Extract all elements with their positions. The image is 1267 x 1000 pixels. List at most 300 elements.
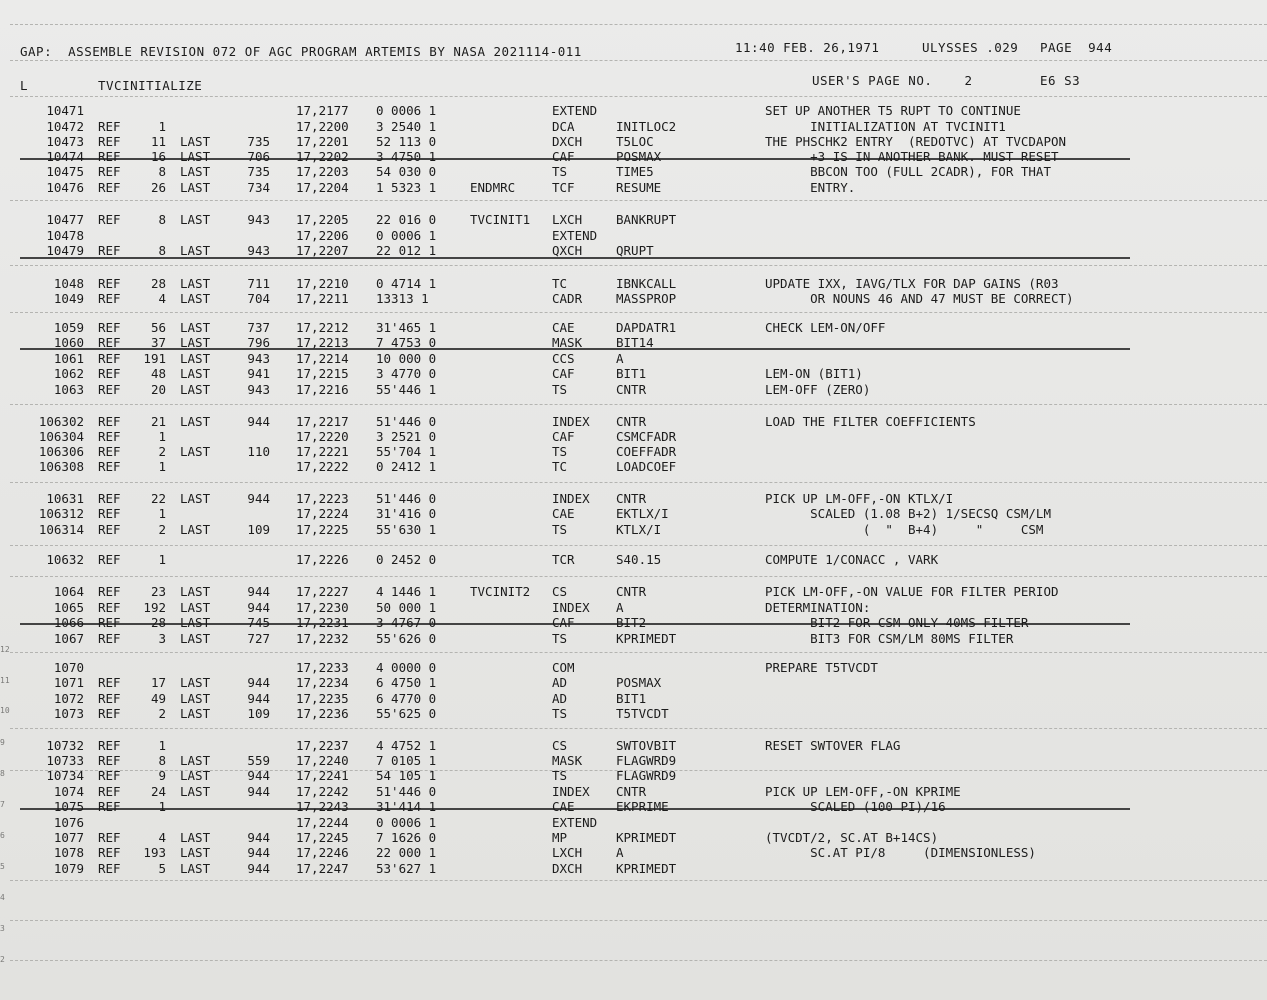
last-page: 944 bbox=[247, 600, 270, 615]
operand: CNTR bbox=[616, 382, 647, 397]
listing-row bbox=[0, 830, 1267, 845]
ref-keyword: REF bbox=[98, 506, 121, 521]
last-page: 944 bbox=[247, 675, 270, 690]
operand: DAPDATR1 bbox=[616, 320, 677, 335]
listing-row bbox=[0, 382, 1267, 397]
ref-keyword: REF bbox=[98, 584, 121, 599]
operand: BIT2 bbox=[616, 615, 647, 630]
octal-code: 3 2540 1 bbox=[376, 119, 437, 134]
last-keyword: LAST bbox=[180, 351, 211, 366]
listing-row bbox=[0, 212, 1267, 227]
line-number: 10475 bbox=[46, 164, 84, 179]
ref-keyword: REF bbox=[98, 149, 121, 164]
listing-row bbox=[0, 119, 1267, 134]
listing-row bbox=[0, 134, 1267, 149]
octal-code: 3 4767 0 bbox=[376, 615, 437, 630]
last-keyword: LAST bbox=[180, 830, 211, 845]
line-number: 1048 bbox=[53, 276, 84, 291]
listing-row bbox=[0, 164, 1267, 179]
address: 17,2224 bbox=[296, 506, 349, 521]
line-number: 1060 bbox=[53, 335, 84, 350]
line-number: 1065 bbox=[53, 600, 84, 615]
margin-number: 11 bbox=[0, 676, 10, 685]
line-number: 1071 bbox=[53, 675, 84, 690]
address: 17,2234 bbox=[296, 675, 349, 690]
comment: CHECK LEM-ON/OFF bbox=[765, 320, 886, 335]
listing-row bbox=[0, 784, 1267, 799]
margin-number: 3 bbox=[0, 924, 5, 933]
ref-keyword: REF bbox=[98, 291, 121, 306]
line-number: 106302 bbox=[38, 414, 84, 429]
line-number: 106308 bbox=[38, 459, 84, 474]
listing-row bbox=[0, 738, 1267, 753]
address: 17,2201 bbox=[296, 134, 349, 149]
address: 17,2207 bbox=[296, 243, 349, 258]
users-page-number: USER'S PAGE NO. 2 bbox=[812, 73, 973, 88]
ref-keyword: REF bbox=[98, 243, 121, 258]
listing-row bbox=[0, 180, 1267, 195]
listing-row bbox=[0, 691, 1267, 706]
address: 17,2222 bbox=[296, 459, 349, 474]
last-keyword: LAST bbox=[180, 675, 211, 690]
operand: KPRIMEDT bbox=[616, 861, 677, 876]
address: 17,2177 bbox=[296, 103, 349, 118]
line-number: 10733 bbox=[46, 753, 84, 768]
listing-row bbox=[0, 600, 1267, 615]
guide-rule bbox=[10, 96, 1267, 98]
opcode: CS bbox=[552, 738, 568, 753]
listing-row bbox=[0, 615, 1267, 630]
address: 17,2226 bbox=[296, 552, 349, 567]
listing-row bbox=[0, 552, 1267, 567]
comment: ( " B+4) " CSM bbox=[765, 522, 1044, 537]
bank-code: E6 S3 bbox=[1040, 73, 1081, 88]
last-page: 944 bbox=[247, 861, 270, 876]
octal-code: 54 030 0 bbox=[376, 164, 437, 179]
last-page: 110 bbox=[247, 444, 270, 459]
last-keyword: LAST bbox=[180, 615, 211, 630]
guide-rule bbox=[10, 652, 1267, 654]
ref-keyword: REF bbox=[98, 631, 121, 646]
ref-keyword: REF bbox=[98, 459, 121, 474]
operand: T5LOC bbox=[616, 134, 654, 149]
last-keyword: LAST bbox=[180, 631, 211, 646]
opcode: CAF bbox=[552, 615, 575, 630]
listing-row bbox=[0, 799, 1267, 814]
last-keyword: LAST bbox=[180, 149, 211, 164]
operand: CNTR bbox=[616, 584, 647, 599]
listing-row bbox=[0, 444, 1267, 459]
last-keyword: LAST bbox=[180, 584, 211, 599]
ref-count: 8 bbox=[158, 164, 166, 179]
ref-count: 21 bbox=[150, 414, 166, 429]
octal-code: 7 0105 1 bbox=[376, 753, 437, 768]
ref-keyword: REF bbox=[98, 552, 121, 567]
opcode: INDEX bbox=[552, 491, 590, 506]
operand: A bbox=[616, 845, 624, 860]
line-number: 10472 bbox=[46, 119, 84, 134]
comment: ENTRY. bbox=[765, 180, 856, 195]
opcode: MASK bbox=[552, 753, 583, 768]
last-page: 745 bbox=[247, 615, 270, 630]
last-keyword: LAST bbox=[180, 382, 211, 397]
guide-rule bbox=[10, 200, 1267, 202]
ref-keyword: REF bbox=[98, 335, 121, 350]
address: 17,2220 bbox=[296, 429, 349, 444]
address: 17,2242 bbox=[296, 784, 349, 799]
ref-keyword: REF bbox=[98, 845, 121, 860]
line-number: 10632 bbox=[46, 552, 84, 567]
address: 17,2227 bbox=[296, 584, 349, 599]
ref-keyword: REF bbox=[98, 491, 121, 506]
last-page: 944 bbox=[247, 691, 270, 706]
octal-code: 53'627 1 bbox=[376, 861, 437, 876]
ref-keyword: REF bbox=[98, 861, 121, 876]
comment: LEM-OFF (ZERO) bbox=[765, 382, 871, 397]
line-number: 10476 bbox=[46, 180, 84, 195]
line-number: 1077 bbox=[53, 830, 84, 845]
operand: INITLOC2 bbox=[616, 119, 677, 134]
octal-code: 0 0006 1 bbox=[376, 228, 437, 243]
comment: UPDATE IXX, IAVG/TLX FOR DAP GAINS (R03 bbox=[765, 276, 1059, 291]
operand: POSMAX bbox=[616, 149, 662, 164]
ref-keyword: REF bbox=[98, 212, 121, 227]
line-number: 1049 bbox=[53, 291, 84, 306]
last-page: 704 bbox=[247, 291, 270, 306]
ref-count: 56 bbox=[150, 320, 166, 335]
ref-keyword: REF bbox=[98, 414, 121, 429]
ref-count: 5 bbox=[158, 861, 166, 876]
guide-rule bbox=[10, 728, 1267, 730]
last-keyword: LAST bbox=[180, 320, 211, 335]
listing-row bbox=[0, 351, 1267, 366]
opcode: DCA bbox=[552, 119, 575, 134]
operand: CSMCFADR bbox=[616, 429, 677, 444]
last-page: 944 bbox=[247, 830, 270, 845]
line-number: 10471 bbox=[46, 103, 84, 118]
comment: THE PHSCHK2 ENTRY (REDOTVC) AT TVCDAPON bbox=[765, 134, 1067, 149]
ref-count: 48 bbox=[150, 366, 166, 381]
octal-code: 51'446 0 bbox=[376, 491, 437, 506]
listing-row bbox=[0, 320, 1267, 335]
ref-keyword: REF bbox=[98, 600, 121, 615]
listing-row bbox=[0, 706, 1267, 721]
last-keyword: LAST bbox=[180, 212, 211, 227]
listing-row bbox=[0, 861, 1267, 876]
octal-code: 51'446 0 bbox=[376, 414, 437, 429]
address: 17,2235 bbox=[296, 691, 349, 706]
opcode: CAF bbox=[552, 429, 575, 444]
opcode: CADR bbox=[552, 291, 583, 306]
address: 17,2246 bbox=[296, 845, 349, 860]
operand: EKPRIME bbox=[616, 799, 669, 814]
octal-code: 7 1626 0 bbox=[376, 830, 437, 845]
opcode: LXCH bbox=[552, 845, 583, 860]
operand: LOADCOEF bbox=[616, 459, 677, 474]
address: 17,2245 bbox=[296, 830, 349, 845]
ref-count: 20 bbox=[150, 382, 166, 397]
operand: CNTR bbox=[616, 491, 647, 506]
address: 17,2240 bbox=[296, 753, 349, 768]
last-keyword: LAST bbox=[180, 600, 211, 615]
line-number: 10473 bbox=[46, 134, 84, 149]
routine-name: TVCINITIALIZE bbox=[98, 78, 203, 93]
address: 17,2211 bbox=[296, 291, 349, 306]
listing-row bbox=[0, 768, 1267, 783]
operand: MASSPROP bbox=[616, 291, 677, 306]
opcode: CCS bbox=[552, 351, 575, 366]
ref-count: 1 bbox=[158, 506, 166, 521]
opcode: TS bbox=[552, 444, 568, 459]
ref-keyword: REF bbox=[98, 753, 121, 768]
line-number: 106312 bbox=[38, 506, 84, 521]
octal-code: 55'630 1 bbox=[376, 522, 437, 537]
margin-number: 5 bbox=[0, 862, 5, 871]
address: 17,2237 bbox=[296, 738, 349, 753]
comment: (TVCDT/2, SC.AT B+14CS) bbox=[765, 830, 939, 845]
comment: RESET SWTOVER FLAG bbox=[765, 738, 901, 753]
address: 17,2215 bbox=[296, 366, 349, 381]
last-page: 727 bbox=[247, 631, 270, 646]
guide-rule bbox=[10, 60, 1267, 62]
line-number: 1076 bbox=[53, 815, 84, 830]
ref-count: 2 bbox=[158, 522, 166, 537]
octal-code: 3 4750 1 bbox=[376, 149, 437, 164]
line-number: 1059 bbox=[53, 320, 84, 335]
comment: BIT3 FOR CSM/LM 80MS FILTER bbox=[765, 631, 1014, 646]
opcode: TC bbox=[552, 459, 568, 474]
listing-row bbox=[0, 414, 1267, 429]
opcode: INDEX bbox=[552, 414, 590, 429]
ref-count: 1 bbox=[158, 552, 166, 567]
opcode: CAE bbox=[552, 799, 575, 814]
guide-rule bbox=[10, 482, 1267, 484]
address: 17,2221 bbox=[296, 444, 349, 459]
ref-keyword: REF bbox=[98, 382, 121, 397]
ref-count: 22 bbox=[150, 491, 166, 506]
octal-code: 6 4770 0 bbox=[376, 691, 437, 706]
address: 17,2231 bbox=[296, 615, 349, 630]
listing-row bbox=[0, 366, 1267, 381]
operand: KPRIMEDT bbox=[616, 631, 677, 646]
operand: RESUME bbox=[616, 180, 662, 195]
last-page: 711 bbox=[247, 276, 270, 291]
last-page: 944 bbox=[247, 584, 270, 599]
operand: S40.15 bbox=[616, 552, 662, 567]
ref-keyword: REF bbox=[98, 691, 121, 706]
ref-keyword: REF bbox=[98, 830, 121, 845]
page-number: PAGE 944 bbox=[1040, 40, 1113, 55]
last-keyword: LAST bbox=[180, 180, 211, 195]
operand: T5TVCDT bbox=[616, 706, 669, 721]
operand: BIT1 bbox=[616, 366, 647, 381]
listing-row bbox=[0, 103, 1267, 118]
octal-code: 52 113 0 bbox=[376, 134, 437, 149]
opcode: CAF bbox=[552, 366, 575, 381]
octal-code: 4 1446 1 bbox=[376, 584, 437, 599]
comment: INITIALIZATION AT TVCINIT1 bbox=[765, 119, 1006, 134]
ref-count: 2 bbox=[158, 706, 166, 721]
address: 17,2232 bbox=[296, 631, 349, 646]
last-keyword: LAST bbox=[180, 522, 211, 537]
operand: A bbox=[616, 600, 624, 615]
octal-code: 4 4752 1 bbox=[376, 738, 437, 753]
last-keyword: LAST bbox=[180, 768, 211, 783]
line-number: 106306 bbox=[38, 444, 84, 459]
margin-number: 9 bbox=[0, 738, 5, 747]
ref-count: 193 bbox=[143, 845, 166, 860]
opcode: TS bbox=[552, 522, 568, 537]
listing-row bbox=[0, 276, 1267, 291]
last-page: 735 bbox=[247, 134, 270, 149]
octal-code: 50 000 1 bbox=[376, 600, 437, 615]
guide-rule bbox=[10, 265, 1267, 267]
comment: OR NOUNS 46 AND 47 MUST BE CORRECT) bbox=[765, 291, 1074, 306]
guide-rule bbox=[10, 920, 1267, 922]
listing-row bbox=[0, 675, 1267, 690]
line-number: 1067 bbox=[53, 631, 84, 646]
line-number: 1078 bbox=[53, 845, 84, 860]
ref-keyword: REF bbox=[98, 164, 121, 179]
line-number: 106314 bbox=[38, 522, 84, 537]
octal-code: 31'465 1 bbox=[376, 320, 437, 335]
ref-keyword: REF bbox=[98, 134, 121, 149]
last-keyword: LAST bbox=[180, 335, 211, 350]
octal-code: 22 016 0 bbox=[376, 212, 437, 227]
line-number: 10478 bbox=[46, 228, 84, 243]
address: 17,2203 bbox=[296, 164, 349, 179]
octal-code: 22 012 1 bbox=[376, 243, 437, 258]
last-page: 706 bbox=[247, 149, 270, 164]
operand: QRUPT bbox=[616, 243, 654, 258]
last-keyword: LAST bbox=[180, 845, 211, 860]
octal-code: 55'626 0 bbox=[376, 631, 437, 646]
ref-count: 8 bbox=[158, 212, 166, 227]
line-number: 1079 bbox=[53, 861, 84, 876]
octal-code: 6 4750 1 bbox=[376, 675, 437, 690]
comment: SC.AT PI/8 (DIMENSIONLESS) bbox=[765, 845, 1036, 860]
opcode: CAE bbox=[552, 320, 575, 335]
ref-keyword: REF bbox=[98, 276, 121, 291]
line-number: 1070 bbox=[53, 660, 84, 675]
last-page: 941 bbox=[247, 366, 270, 381]
octal-code: 0 2412 1 bbox=[376, 459, 437, 474]
last-keyword: LAST bbox=[180, 164, 211, 179]
listing-row bbox=[0, 584, 1267, 599]
operand: CNTR bbox=[616, 414, 647, 429]
ref-count: 49 bbox=[150, 691, 166, 706]
last-page: 944 bbox=[247, 491, 270, 506]
last-page: 943 bbox=[247, 243, 270, 258]
opcode: TCR bbox=[552, 552, 575, 567]
ref-count: 191 bbox=[143, 351, 166, 366]
octal-code: 0 4714 1 bbox=[376, 276, 437, 291]
last-page: 943 bbox=[247, 382, 270, 397]
ref-count: 8 bbox=[158, 753, 166, 768]
address: 17,2205 bbox=[296, 212, 349, 227]
address: 17,2212 bbox=[296, 320, 349, 335]
octal-code: 0 0006 1 bbox=[376, 103, 437, 118]
line-number: 1075 bbox=[53, 799, 84, 814]
address: 17,2230 bbox=[296, 600, 349, 615]
symbol-label: TVCINIT1 bbox=[470, 212, 531, 227]
line-number: 1064 bbox=[53, 584, 84, 599]
listing-row bbox=[0, 291, 1267, 306]
operand: EKTLX/I bbox=[616, 506, 669, 521]
symbol-label: ENDMRC bbox=[470, 180, 516, 195]
listing-row bbox=[0, 522, 1267, 537]
listing-row bbox=[0, 149, 1267, 164]
line-number: 10732 bbox=[46, 738, 84, 753]
opcode: INDEX bbox=[552, 600, 590, 615]
ref-count: 11 bbox=[150, 134, 166, 149]
opcode: TS bbox=[552, 631, 568, 646]
guide-rule bbox=[10, 312, 1267, 314]
comment: PICK UP LEM-OFF,-ON KPRIME bbox=[765, 784, 961, 799]
last-keyword: LAST bbox=[180, 861, 211, 876]
last-keyword: LAST bbox=[180, 291, 211, 306]
address: 17,2213 bbox=[296, 335, 349, 350]
listing-row bbox=[0, 660, 1267, 675]
line-number: 1063 bbox=[53, 382, 84, 397]
operand: BIT1 bbox=[616, 691, 647, 706]
listing-row bbox=[0, 491, 1267, 506]
ref-keyword: REF bbox=[98, 615, 121, 630]
last-keyword: LAST bbox=[180, 243, 211, 258]
line-number: 10631 bbox=[46, 491, 84, 506]
line-number: 10479 bbox=[46, 243, 84, 258]
opcode: COM bbox=[552, 660, 575, 675]
comment: SCALED (100 PI)/16 bbox=[765, 799, 946, 814]
last-keyword: LAST bbox=[180, 784, 211, 799]
operand: POSMAX bbox=[616, 675, 662, 690]
operand: BANKRUPT bbox=[616, 212, 677, 227]
line-number: 1072 bbox=[53, 691, 84, 706]
line-number: 10734 bbox=[46, 768, 84, 783]
listing-row bbox=[0, 815, 1267, 830]
ref-count: 37 bbox=[150, 335, 166, 350]
guide-rule bbox=[10, 960, 1267, 962]
margin-number: 10 bbox=[0, 706, 10, 715]
line-number: 1074 bbox=[53, 784, 84, 799]
octal-code: 1 5323 1 bbox=[376, 180, 437, 195]
octal-code: 10 000 0 bbox=[376, 351, 437, 366]
last-page: 109 bbox=[247, 522, 270, 537]
guide-rule bbox=[10, 24, 1267, 26]
line-number: 1061 bbox=[53, 351, 84, 366]
last-keyword: LAST bbox=[180, 444, 211, 459]
ref-count: 3 bbox=[158, 631, 166, 646]
ref-count: 1 bbox=[158, 459, 166, 474]
octal-code: 3 2521 0 bbox=[376, 429, 437, 444]
listing-row bbox=[0, 429, 1267, 444]
ref-count: 24 bbox=[150, 784, 166, 799]
last-keyword: LAST bbox=[180, 134, 211, 149]
ref-keyword: REF bbox=[98, 784, 121, 799]
comment: SET UP ANOTHER T5 RUPT TO CONTINUE bbox=[765, 103, 1021, 118]
address: 17,2225 bbox=[296, 522, 349, 537]
last-page: 737 bbox=[247, 320, 270, 335]
last-keyword: LAST bbox=[180, 276, 211, 291]
address: 17,2223 bbox=[296, 491, 349, 506]
address: 17,2202 bbox=[296, 149, 349, 164]
address: 17,2206 bbox=[296, 228, 349, 243]
opcode: INDEX bbox=[552, 784, 590, 799]
comment: BBCON TOO (FULL 2CADR), FOR THAT bbox=[765, 164, 1051, 179]
last-page: 943 bbox=[247, 351, 270, 366]
opcode: TCF bbox=[552, 180, 575, 195]
ref-count: 9 bbox=[158, 768, 166, 783]
